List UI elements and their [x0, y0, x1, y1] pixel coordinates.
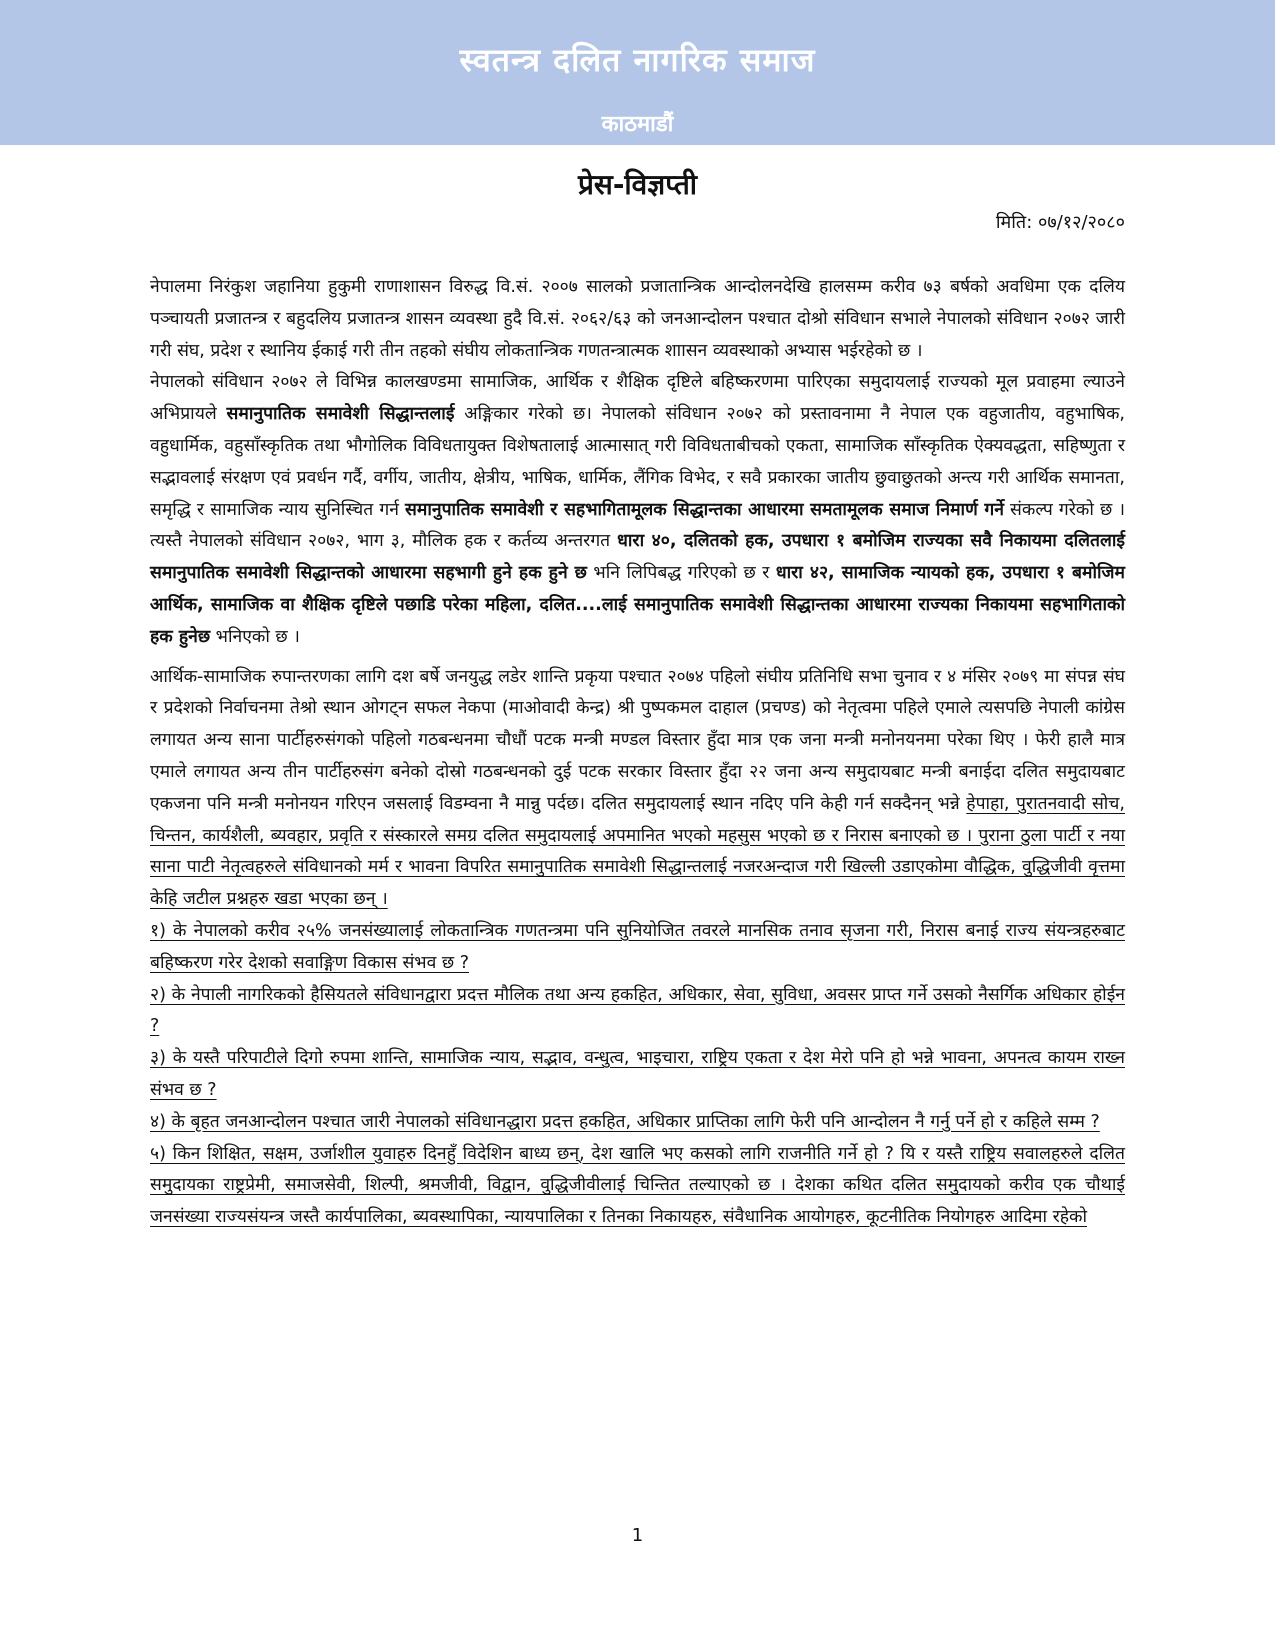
paragraph-2-text-5: भनिएको छ । — [210, 626, 300, 647]
paragraph-3-text-1: आर्थिक-सामाजिक रुपान्तरणका लागि दश बर्षे जनयुद्ध लडेर शान्ति प्रकृया पश्चात २०७४ पहिलो संघीय प्रतिनिधि सभा चुनाव र ४ मंसिर २०७९ मा संपन्न संघ र प्रदेशको निर्वाचनमा तेश्रो स्थान ओगट्न सफल नेकपा (माओवादी केन्द्र) श्री पुष्पकमल दाहाल (प्रचण्ड) को नेतृत्वमा पहिले एमाले त्यसपछि नेपाली कांग्रेस लगायत अन्य साना पार्टीहरुसंगको पहिलो गठबन्धनमा चौधौं पटक मन्त्री मण्डल विस्तार हुँदा मात्र एक जना मन्त्री मनोनयनमा परेका थिए । फेरी हालै मात्र एमाले लगायत अन्य तीन पार्टीहरुसंग बनेको दोस्रो गठबन्धनको दुई पटक सरकार विस्तार हुँदा २२ जना अन्य समुदायबाट मन्त्री बनाईदा दलित समुदायबाट एकजना पनि मन्त्री मनोनयन गरिएन जसलाई विडम्वना नै मान्नु पर्दछ। दलित समुदायलाई स्थान नदिए पनि केही गर्न सक्दैनन् भन्ने — [150, 666, 1125, 814]
question-3: ३) के यस्तै परिपाटीले दिगो रुपमा शान्ति, सामाजिक न्याय, सद्भाव, वन्धुत्व, भाइचारा, राष्ट्रिय एकता र देश मेरो पनि हो भन्ने भावना, अपनत्व कायम राख्न संभव छ ? — [150, 1048, 1125, 1100]
question-1: १) के नेपालको करीव २५% जनसंख्यालाई लोकतान्त्रिक गणतन्त्रमा पनि सुनियोजित तवरले मानसिक तनाव सृजना गरी, निरास बनाई राज्य संयन्त्रहरुबाट बहिष्करण गरेर देशको सवाङ्गिण विकास संभव छ ? — [150, 920, 1125, 973]
paragraph-3-underlined: हेपाहा, पुरातनवादी सोच, चिन्तन, कार्यशैली, ब्यवहार, प्रवृति र संस्कारले समग्र दलित समुदायलाई अपमानित भएको महसुस भएको छ र निरास बनाएको छ । पुराना ठुला पार्टी र नया साना पाटी नेतृत्वहरुले संविधानको मर्म र भावना विपरित समानुपातिक समावेशी सिद्धान्तलाई नजरअन्दाज गरी खिल्ली उडाएकोमा वौद्धिक, वुद्धिजीवी वृत्तमा केहि जटील प्रश्नहरु खडा भएका छन् । — [150, 793, 1125, 910]
paragraph-2-bold-3: धारा ४०, दलितको हक, उपधारा १ बमोजिम राज्यका सवै निकायमा दलितलाई समानुपातिक समावेशी सिद्धान्तको आधारमा सहभागी हुने हक हुने छ — [150, 531, 1125, 584]
paragraph-1: नेपालमा निरंकुश जहानिया हुकुमी राणाशासन विरुद्ध वि.सं. २००७ सालको प्रजातान्त्रिक आन्दोलनदेखि हालसम्म करीव ७३ बर्षको अवधिमा एक दलिय पञ्चायती प्रजातन्त्र र बहुदलिय प्रजातन्त्र शासन व्यवस्था हुदै वि.सं. २०६२/६३ को जनआन्दोलन पश्चात दोश्रो संविधान सभाले नेपालको संविधान २०७२ जारी गरी संघ, प्रदेश र स्थानिय ईकाई गरी तीन तहको संघीय लोकतान्त्रिक गणतन्त्रात्मक शाासन व्यवस्थाको अभ्यास भईरहेको छ । — [150, 277, 1125, 361]
document-date: मिति: ०७/१२/२०८० — [995, 212, 1125, 233]
paragraph-2-text-4: भनि लिपिबद्ध गरिएको छ र — [586, 563, 776, 584]
question-4: ४) के बृहत जनआन्दोलन पश्चात जारी नेपालको संविधानद्धारा प्रदत्त हकहित, अधिकार प्राप्तिका लागि फेरी पनि आन्दोलन नै गर्नु पर्ने हो र कहिले सम्म ? — [150, 1111, 1100, 1132]
organization-name: स्वतन्त्र दलित नागरिक समाज — [459, 41, 816, 79]
paragraph-3 — [150, 662, 1125, 916]
paragraph-2-bold-2: समानुपातिक समावेशी र सहभागितामूलक सिद्धान्तका आधारमा समतामूलक समाज निमार्ण गर्ने — [405, 499, 1004, 520]
page-number: 1 — [631, 1525, 644, 1546]
paragraph-2 — [150, 367, 1125, 653]
paragraph-2-bold-1: समानुपातिक समावेशी सिद्धान्तलाई — [226, 404, 455, 425]
document-body — [150, 272, 1125, 1234]
paragraph-2-text-1: नेपालको संविधान २०७२ ले विभिन्न कालखण्डमा सामाजिक, आर्थिक र शैक्षिक दृष्टिले बहिष्करणमा पारिएका समुदायलाई राज्यको मूल प्रवाहमा ल्याउने अभिप्रायले — [150, 372, 1125, 425]
paragraph-2-bold-4: धारा ४२, सामाजिक न्यायको हक, उपधारा १ बमोजिम आर्थिक, सामाजिक वा शैक्षिक दृष्टिले पछाडि परेका महिला, दलित....लाई समानुपातिक समावेशी सिद्धान्तका आधारमा राज्यका निकायमा सहभागिताको हक हुनेछ — [150, 563, 1126, 647]
question-2: २) के नेपाली नागरिकको हैसियतले संविधानद्वारा प्रदत्त मौलिक तथा अन्य हकहित, अधिकार, सेवा, सुविधा, अवसर प्राप्त गर्ने उसको नैसर्गिक अधिकार होईन ? — [150, 984, 1125, 1037]
document-title: प्रेस-विज्ञप्ती — [577, 168, 698, 201]
paragraph-2-text-3: संकल्प गरेको छ । त्यस्तै नेपालको संविधान २०७२, भाग ३, मौलिक हक र कर्तव्य अन्तरगत — [150, 499, 1125, 552]
header-banner — [0, 0, 1275, 145]
paragraph-2-text-2: अङ्गिकार गरेको छ। नेपालको संविधान २०७२ को प्रस्तावनामा नै नेपाल एक वहुजातीय, वहुभाषिक, वहुधार्मिक, वहुसाँस्कृतिक तथा भौगोलिक विविधतायुक्त विशेषतालाई आत्मासात् गरी विविधताबीचको एकता, सामाजिक साँस्कृतिक ऐक्यवद्धता, सहिष्णुता र सद्भावलाई संरक्षण एवं प्रवर्धन गर्दै, वर्गीय, जातीय, क्षेत्रीय, भाषिक, धार्मिक, लैंगिक विभेद, र सवै प्रकारका जातीय छुवाछुतको अन्त्य गरी आर्थिक समानता, समृद्धि र सामाजिक न्याय सुनिस्चित गर्न — [150, 404, 1125, 520]
question-5: ५) किन शिक्षित, सक्षम, उर्जाशील युवाहरु दिनहुँ विदेशिन बाध्य छन्, देश खालि भए कसको लागि राजनीति गर्ने हो ? यि र यस्तै राष्ट्रिय सवालहरुले दलित समुदायका राष्ट्रप्रेमी, समाजसेवी, शिल्पी, श्रमजीवी, विद्वान, वुद्धिजीवीलाई चिन्तित तल्याएको छ । देशका कथित दलित समुदायको करीव एक चौथाई जनसंख्या राज्यसंयन्त्र जस्तै कार्यपालिका, ब्यवस्थापिका, न्यायपालिका र तिनका निकायहरु, संवैधानिक आयोगहरु, कूटनीतिक नियोगहरु आदिमा रहेको — [150, 1143, 1125, 1228]
organization-city: काठमाडौं — [601, 112, 674, 137]
